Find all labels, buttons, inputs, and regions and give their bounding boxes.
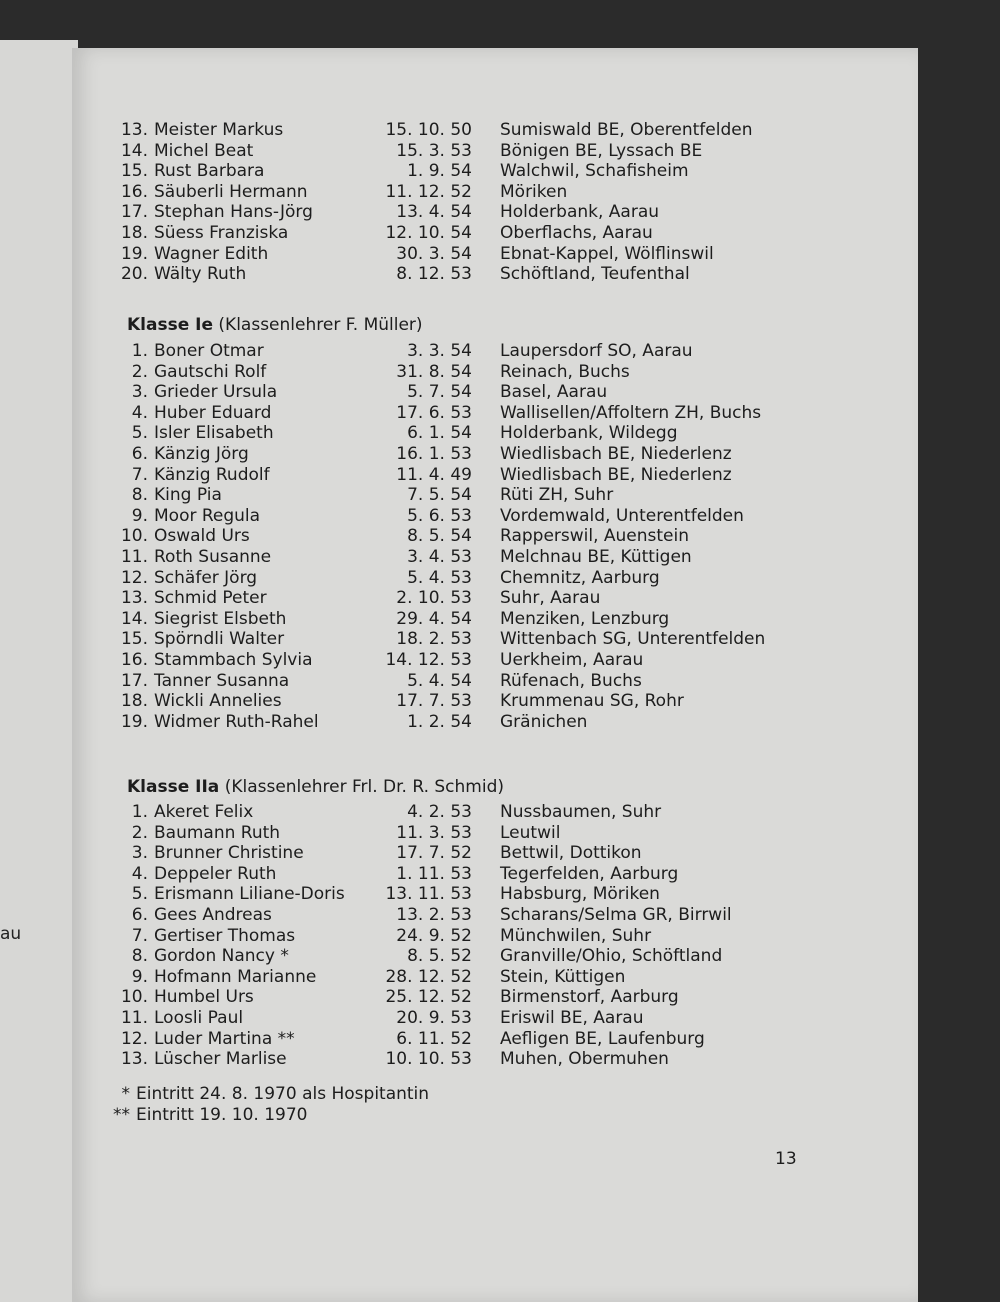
student-row bbox=[72, 264, 918, 284]
student-number: 18. bbox=[120, 691, 148, 712]
birth-date: 17. 7. 53 bbox=[396, 691, 472, 712]
footnote-text: Eintritt 19. 10. 1970 bbox=[136, 1105, 308, 1125]
student-name: Widmer Ruth-Rahel bbox=[154, 711, 319, 732]
footnote bbox=[102, 1084, 429, 1104]
birth-date: 5. 4. 53 bbox=[407, 567, 472, 588]
student-number: 10. bbox=[120, 526, 148, 547]
hometown-residence: Schöftland, Teufenthal bbox=[500, 264, 690, 285]
student-number: 16. bbox=[120, 181, 148, 202]
hometown-residence: Scharans/Selma GR, Birrwil bbox=[500, 905, 732, 925]
student-row bbox=[72, 403, 918, 423]
student-name: Hofmann Marianne bbox=[154, 966, 317, 987]
student-number: 6. bbox=[131, 905, 148, 925]
student-row bbox=[72, 141, 918, 161]
footnote-mark: * bbox=[121, 1084, 130, 1104]
student-name: Oswald Urs bbox=[154, 526, 250, 547]
student-number: 8. bbox=[131, 946, 148, 967]
birth-date: 4. 2. 53 bbox=[407, 802, 472, 822]
student-row bbox=[72, 202, 918, 222]
student-number: 3. bbox=[131, 382, 148, 403]
student-name: Känzig Jörg bbox=[154, 444, 249, 464]
hometown-residence: Wallisellen/Affoltern ZH, Buchs bbox=[500, 402, 762, 423]
student-row bbox=[72, 650, 918, 670]
student-row bbox=[72, 526, 918, 546]
student-name: Süess Franziska bbox=[154, 223, 289, 243]
hometown-residence: Reinach, Buchs bbox=[500, 361, 630, 382]
student-row bbox=[72, 691, 918, 711]
student-number: 13. bbox=[120, 588, 148, 609]
left-page-edge bbox=[0, 40, 78, 1302]
student-row bbox=[72, 946, 918, 966]
student-name: Stephan Hans-Jörg bbox=[154, 202, 313, 223]
birth-date: 15. 10. 50 bbox=[385, 120, 472, 140]
student-number: 12. bbox=[120, 567, 148, 588]
birth-date: 1. 2. 54 bbox=[407, 711, 472, 732]
student-number: 6. bbox=[131, 444, 148, 464]
class-ie-teacher: (Klassenlehrer F. Müller) bbox=[218, 315, 423, 335]
birth-date: 8. 12. 53 bbox=[396, 264, 472, 285]
student-number: 7. bbox=[131, 464, 148, 485]
student-number: 1. bbox=[131, 341, 148, 361]
student-name: Wickli Annelies bbox=[154, 691, 282, 712]
student-number: 14. bbox=[120, 140, 148, 161]
hometown-residence: Stein, Küttigen bbox=[500, 966, 626, 987]
footnote-text: Eintritt 24. 8. 1970 als Hospitantin bbox=[136, 1084, 430, 1104]
student-row bbox=[72, 161, 918, 181]
student-number: 1. bbox=[131, 802, 148, 822]
birth-date: 13. 11. 53 bbox=[385, 884, 472, 905]
hometown-residence: Basel, Aarau bbox=[500, 382, 608, 403]
document-page bbox=[72, 48, 918, 1302]
hometown-residence: Muhen, Obermuhen bbox=[500, 1049, 669, 1070]
student-name: Roth Susanne bbox=[154, 547, 272, 567]
hometown-residence: Chemnitz, Aarburg bbox=[500, 567, 660, 588]
birth-date: 18. 2. 53 bbox=[396, 629, 472, 650]
student-name: Moor Regula bbox=[154, 505, 261, 526]
hometown-residence: Krummenau SG, Rohr bbox=[500, 691, 684, 712]
hometown-residence: Rüfenach, Buchs bbox=[500, 670, 642, 691]
student-number: 12. bbox=[120, 1028, 148, 1049]
hometown-residence: Suhr, Aarau bbox=[500, 588, 601, 609]
student-number: 11. bbox=[120, 547, 148, 567]
hometown-residence: Bettwil, Dottikon bbox=[500, 843, 642, 864]
student-row bbox=[72, 341, 918, 361]
student-row bbox=[72, 1049, 918, 1069]
birth-date: 5. 6. 53 bbox=[407, 505, 472, 526]
hometown-residence: Ebnat-Kappel, Wölflinswil bbox=[500, 243, 714, 264]
student-name: Schmid Peter bbox=[154, 588, 267, 609]
birth-date: 2. 10. 53 bbox=[396, 588, 472, 609]
student-row bbox=[72, 182, 918, 202]
student-row bbox=[72, 802, 918, 822]
student-number: 5. bbox=[131, 884, 148, 905]
student-name: Schäfer Jörg bbox=[154, 567, 258, 588]
student-name: Humbel Urs bbox=[154, 987, 254, 1008]
student-number: 20. bbox=[120, 264, 148, 285]
birth-date: 24. 9. 52 bbox=[396, 925, 472, 946]
student-name: Isler Elisabeth bbox=[154, 423, 274, 444]
student-row bbox=[72, 843, 918, 863]
student-name: Gordon Nancy * bbox=[154, 946, 289, 967]
student-number: 10. bbox=[120, 987, 148, 1008]
student-name: Spörndli Walter bbox=[154, 629, 285, 650]
student-row bbox=[72, 884, 918, 904]
student-name: Brunner Christine bbox=[154, 843, 304, 864]
class-iia-heading bbox=[127, 777, 504, 797]
student-name: Loosli Paul bbox=[154, 1008, 244, 1028]
student-number: 2. bbox=[131, 361, 148, 382]
hometown-residence: Möriken bbox=[500, 181, 568, 202]
student-number: 14. bbox=[120, 608, 148, 629]
student-name: Deppeler Ruth bbox=[154, 863, 277, 884]
hometown-residence: Tegerfelden, Aarburg bbox=[500, 863, 679, 884]
page-number: 13 bbox=[775, 1149, 797, 1169]
hometown-residence: Birmenstorf, Aarburg bbox=[500, 987, 679, 1008]
birth-date: 5. 4. 54 bbox=[407, 670, 472, 691]
class-iia-title: Klasse IIa bbox=[127, 777, 220, 797]
student-name: Gees Andreas bbox=[154, 905, 272, 925]
hometown-residence: Gränichen bbox=[500, 711, 588, 732]
hometown-residence: Münchwilen, Suhr bbox=[500, 925, 652, 946]
birth-date: 11. 4. 49 bbox=[396, 464, 472, 485]
student-number: 9. bbox=[131, 505, 148, 526]
hometown-residence: Nussbaumen, Suhr bbox=[500, 802, 662, 822]
birth-date: 28. 12. 52 bbox=[385, 966, 472, 987]
birth-date: 14. 12. 53 bbox=[385, 650, 472, 670]
birth-date: 6. 11. 52 bbox=[396, 1028, 472, 1049]
student-number: 7. bbox=[131, 925, 148, 946]
student-number: 17. bbox=[120, 202, 148, 223]
student-name: Meister Markus bbox=[154, 120, 284, 140]
hometown-residence: Walchwil, Schafisheim bbox=[500, 161, 689, 182]
student-row bbox=[72, 1029, 918, 1049]
hometown-residence: Eriswil BE, Aarau bbox=[500, 1008, 644, 1028]
hometown-residence: Aefligen BE, Laufenburg bbox=[500, 1028, 705, 1049]
student-row bbox=[72, 588, 918, 608]
hometown-residence: Laupersdorf SO, Aarau bbox=[500, 341, 693, 361]
birth-date: 1. 9. 54 bbox=[407, 161, 472, 182]
hometown-residence: Bönigen BE, Lyssach BE bbox=[500, 140, 703, 161]
student-row bbox=[72, 712, 918, 732]
student-name: Michel Beat bbox=[154, 140, 254, 161]
student-row bbox=[72, 926, 918, 946]
student-name: Tanner Susanna bbox=[154, 670, 290, 691]
student-number: 3. bbox=[131, 843, 148, 864]
hometown-residence: Menziken, Lenzburg bbox=[500, 608, 670, 629]
student-name: Erismann Liliane-Doris bbox=[154, 884, 345, 905]
student-name: Siegrist Elsbeth bbox=[154, 608, 287, 629]
student-number: 19. bbox=[120, 243, 148, 264]
birth-date: 3. 3. 54 bbox=[407, 341, 472, 361]
birth-date: 16. 1. 53 bbox=[396, 444, 472, 464]
student-number: 15. bbox=[120, 161, 148, 182]
birth-date: 1. 11. 53 bbox=[396, 863, 472, 884]
hometown-residence: Rüti ZH, Suhr bbox=[500, 485, 614, 506]
student-name: Grieder Ursula bbox=[154, 382, 278, 403]
birth-date: 8. 5. 52 bbox=[407, 946, 472, 967]
student-number: 11. bbox=[120, 1008, 148, 1028]
student-row bbox=[72, 444, 918, 464]
student-row bbox=[72, 382, 918, 402]
student-row bbox=[72, 506, 918, 526]
student-name: Wagner Edith bbox=[154, 243, 269, 264]
student-number: 19. bbox=[120, 711, 148, 732]
student-number: 13. bbox=[120, 1049, 148, 1070]
student-name: Stammbach Sylvia bbox=[154, 650, 313, 670]
hometown-residence: Uerkheim, Aarau bbox=[500, 650, 644, 670]
hometown-residence: Leutwil bbox=[500, 822, 561, 843]
birth-date: 31. 8. 54 bbox=[396, 361, 472, 382]
student-number: 15. bbox=[120, 629, 148, 650]
student-number: 18. bbox=[120, 223, 148, 243]
hometown-residence: Habsburg, Möriken bbox=[500, 884, 660, 905]
birth-date: 8. 5. 54 bbox=[407, 526, 472, 547]
class-ie-heading bbox=[127, 315, 423, 335]
birth-date: 3. 4. 53 bbox=[407, 547, 472, 567]
birth-date: 25. 12. 52 bbox=[385, 987, 472, 1008]
student-name: Boner Otmar bbox=[154, 341, 264, 361]
student-number: 17. bbox=[120, 670, 148, 691]
student-number: 4. bbox=[131, 402, 148, 423]
student-number: 4. bbox=[131, 863, 148, 884]
student-row bbox=[72, 905, 918, 925]
student-row bbox=[72, 609, 918, 629]
student-row bbox=[72, 244, 918, 264]
birth-date: 17. 6. 53 bbox=[396, 402, 472, 423]
student-row bbox=[72, 423, 918, 443]
hometown-residence: Vordemwald, Unterentfelden bbox=[500, 505, 744, 526]
student-row bbox=[72, 568, 918, 588]
student-number: 16. bbox=[120, 650, 148, 670]
left-page-text-fragment: au bbox=[0, 924, 22, 944]
student-row bbox=[72, 362, 918, 382]
student-name: Känzig Rudolf bbox=[154, 464, 270, 485]
birth-date: 15. 3. 53 bbox=[396, 140, 472, 161]
student-name: Akeret Felix bbox=[154, 802, 254, 822]
birth-date: 29. 4. 54 bbox=[396, 608, 472, 629]
student-name: Baumann Ruth bbox=[154, 822, 281, 843]
student-row bbox=[72, 120, 918, 140]
student-number: 5. bbox=[131, 423, 148, 444]
birth-date: 6. 1. 54 bbox=[407, 423, 472, 444]
student-name: Gautschi Rolf bbox=[154, 361, 267, 382]
hometown-residence: Rapperswil, Auenstein bbox=[500, 526, 690, 547]
birth-date: 17. 7. 52 bbox=[396, 843, 472, 864]
student-row bbox=[72, 1008, 918, 1028]
hometown-residence: Wiedlisbach BE, Niederlenz bbox=[500, 444, 732, 464]
student-row bbox=[72, 864, 918, 884]
hometown-residence: Wittenbach SG, Unterentfelden bbox=[500, 629, 766, 650]
student-number: 13. bbox=[120, 120, 148, 140]
student-name: King Pia bbox=[154, 485, 222, 506]
student-name: Lüscher Marlise bbox=[154, 1049, 287, 1070]
hometown-residence: Sumiswald BE, Oberentfelden bbox=[500, 120, 753, 140]
student-name: Luder Martina ** bbox=[154, 1028, 295, 1049]
birth-date: 13. 4. 54 bbox=[396, 202, 472, 223]
student-row bbox=[72, 629, 918, 649]
student-number: 9. bbox=[131, 966, 148, 987]
birth-date: 11. 3. 53 bbox=[396, 822, 472, 843]
birth-date: 10. 10. 53 bbox=[385, 1049, 472, 1070]
footnote-mark: ** bbox=[113, 1105, 130, 1125]
birth-date: 30. 3. 54 bbox=[396, 243, 472, 264]
hometown-residence: Granville/Ohio, Schöftland bbox=[500, 946, 723, 967]
student-name: Säuberli Hermann bbox=[154, 181, 308, 202]
class-iia-teacher: (Klassenlehrer Frl. Dr. R. Schmid) bbox=[224, 777, 505, 797]
student-row bbox=[72, 987, 918, 1007]
birth-date: 20. 9. 53 bbox=[396, 1008, 472, 1028]
class-ie-title: Klasse Ie bbox=[127, 315, 214, 335]
birth-date: 11. 12. 52 bbox=[385, 181, 472, 202]
hometown-residence: Holderbank, Wildegg bbox=[500, 423, 678, 444]
student-row bbox=[72, 465, 918, 485]
hometown-residence: Melchnau BE, Küttigen bbox=[500, 547, 692, 567]
footnote bbox=[102, 1105, 308, 1125]
student-number: 8. bbox=[131, 485, 148, 506]
hometown-residence: Oberflachs, Aarau bbox=[500, 223, 653, 243]
student-name: Wälty Ruth bbox=[154, 264, 247, 285]
student-row bbox=[72, 823, 918, 843]
student-row bbox=[72, 485, 918, 505]
student-name: Huber Eduard bbox=[154, 402, 272, 423]
student-row bbox=[72, 547, 918, 567]
student-row bbox=[72, 671, 918, 691]
birth-date: 5. 7. 54 bbox=[407, 382, 472, 403]
student-number: 2. bbox=[131, 822, 148, 843]
student-row bbox=[72, 223, 918, 243]
hometown-residence: Wiedlisbach BE, Niederlenz bbox=[500, 464, 732, 485]
birth-date: 12. 10. 54 bbox=[385, 223, 472, 243]
birth-date: 7. 5. 54 bbox=[407, 485, 472, 506]
student-name: Rust Barbara bbox=[154, 161, 265, 182]
hometown-residence: Holderbank, Aarau bbox=[500, 202, 660, 223]
student-name: Gertiser Thomas bbox=[154, 925, 296, 946]
birth-date: 13. 2. 53 bbox=[396, 905, 472, 925]
student-row bbox=[72, 967, 918, 987]
